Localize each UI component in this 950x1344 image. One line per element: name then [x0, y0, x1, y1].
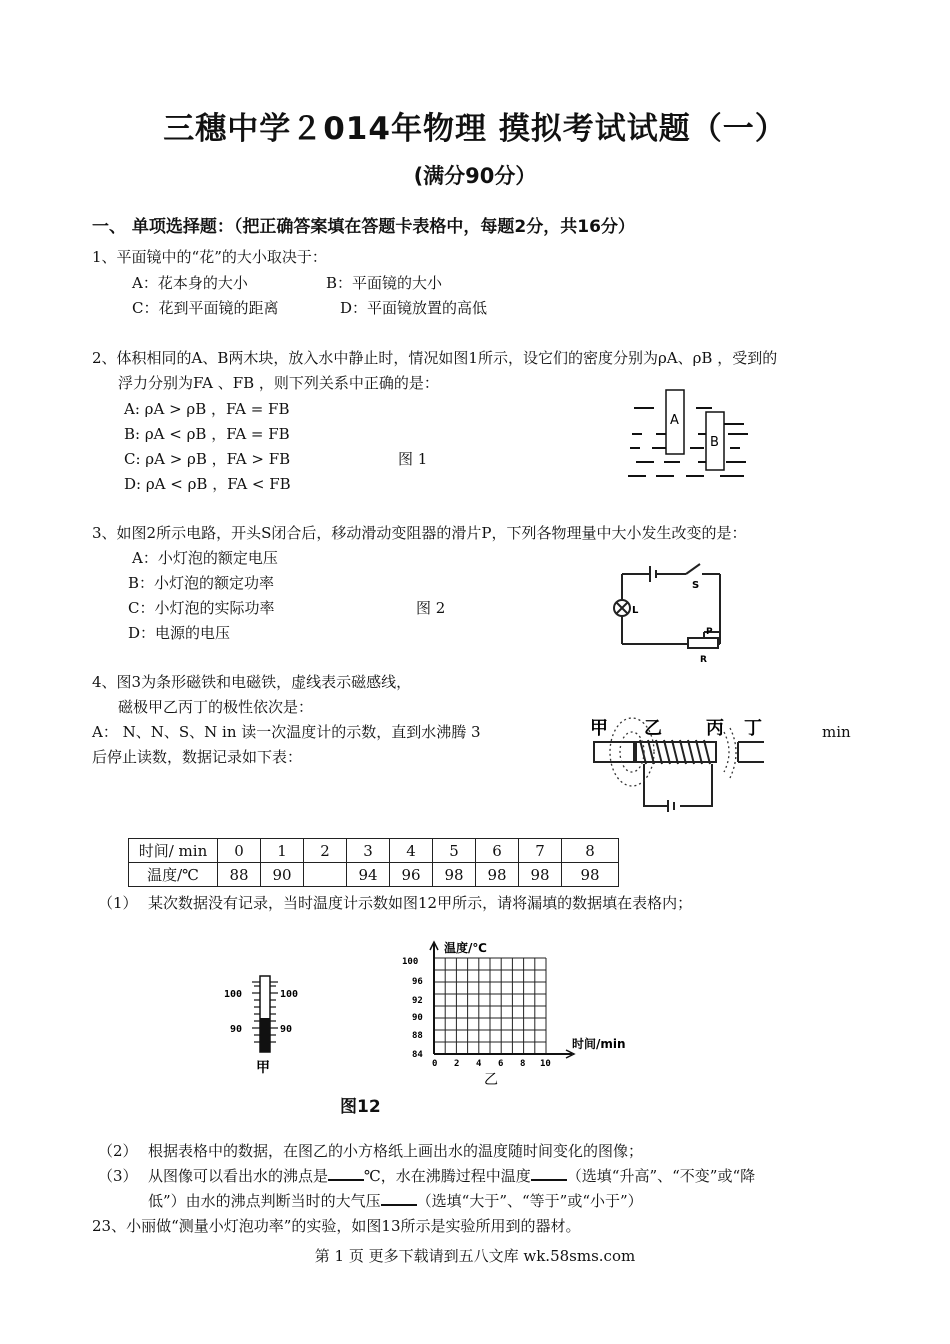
question-2-option-a: A: ρA > ρB ，FA = FB — [124, 400, 290, 418]
thermo-label-100-right: 100 — [280, 989, 299, 1000]
pole-ding: 丁 — [744, 718, 762, 739]
table-row-temp — [129, 863, 619, 887]
page-subtitle: (满分90分） — [413, 164, 537, 188]
question-3-option-a: A：小灯泡的额定电压 — [132, 549, 278, 567]
temp-cell: 98 — [476, 863, 519, 887]
answer-blank-temperature[interactable] — [531, 1165, 567, 1181]
y-tick-84: 84 — [412, 1050, 423, 1060]
question-1-stem: 1、平面镜中的“花”的大小取决于： — [92, 248, 327, 266]
answer-blank-pressure[interactable] — [381, 1190, 417, 1206]
time-cell: 7 — [519, 839, 562, 863]
block-a-label: A — [670, 413, 679, 428]
page-title: 三穗中学２014年物理 摸拟考试试题（一） — [163, 111, 787, 147]
x-tick-2: 2 — [454, 1059, 460, 1069]
thermometer-caption: 甲 — [256, 1060, 270, 1076]
switch-label: S — [692, 580, 700, 591]
thermo-label-100-left: 100 — [224, 989, 243, 1000]
answer-blank-boiling-point[interactable] — [328, 1165, 364, 1181]
x-tick-4: 4 — [476, 1059, 482, 1069]
table-header-temp: 温度/℃ — [129, 863, 218, 887]
question-2-option-c: C: ρA > ρB ，FA > FB — [124, 450, 291, 468]
figure-2-caption: 图 2 — [416, 599, 446, 617]
y-tick-100: 100 — [402, 957, 419, 967]
part-3-line1 — [148, 1165, 755, 1187]
part-3-text-1: 从图像可以看出水的沸点是 — [148, 1167, 329, 1185]
question-4-line3: A： N、N、S、N in 读一次温度计的示数，直到水沸腾 3 — [92, 723, 481, 741]
part-3-text-2: ℃，水在沸腾过程中温度 — [364, 1167, 531, 1185]
time-cell: 0 — [218, 839, 261, 863]
question-4-stem-line1: 4、图3为条形磁铁和电磁铁，虚线表示磁感线， — [92, 673, 412, 691]
question-3-option-c: C：小灯泡的实际功率 — [128, 599, 275, 617]
question-1-option-a: A：花本身的大小 — [132, 274, 248, 292]
temp-cell: 90 — [261, 863, 304, 887]
thermometer-mercury — [260, 1018, 270, 1052]
graph-x-title: 时间/min — [572, 1037, 626, 1051]
temp-cell: 94 — [347, 863, 390, 887]
temp-cell: 98 — [433, 863, 476, 887]
part-3-line2 — [148, 1190, 643, 1212]
part-2-number: （2） — [98, 1142, 138, 1160]
pole-jia: 甲 — [590, 718, 608, 739]
thermo-label-90-left: 90 — [230, 1024, 243, 1035]
table-header-time: 时间/ min — [129, 839, 218, 863]
question-4-line4: 后停止读数，数据记录如下表： — [92, 748, 303, 766]
part-3-text-5: （选填“大于”、“等于”或“小于”） — [416, 1192, 643, 1210]
figure-12-thermometer — [222, 970, 308, 1078]
figure-3-magnets — [588, 712, 778, 820]
lamp-label: L — [632, 605, 639, 616]
data-table — [128, 838, 619, 887]
question-1-option-d: D：平面镜放置的高低 — [340, 299, 488, 317]
section-heading: 一、 单项选择题：（把正确答案填在答题卡表格中，每题2分，共16分） — [92, 217, 635, 237]
bar-magnet — [594, 742, 634, 762]
figure-12-caption: 图12 — [340, 1097, 381, 1117]
question-3-stem: 3、如图2所示电路，开头S闭合后，移动滑动变阻器的滑片P，下列各物理量中大小发生改变的是： — [92, 524, 747, 542]
part-1-number: （1） — [98, 894, 138, 912]
part-2-text: 根据表格中的数据，在图乙的小方格纸上画出水的温度随时间变化的图像； — [148, 1142, 644, 1160]
pole-bing: 丙 — [706, 718, 724, 739]
page-footer: 第 1 页 更多下载请到五八文库 wk.58sms.com — [314, 1247, 636, 1265]
time-cell: 4 — [390, 839, 433, 863]
pole-yi: 乙 — [644, 718, 662, 739]
temp-cell: 88 — [218, 863, 261, 887]
graph-caption: 乙 — [484, 1072, 498, 1088]
question-23-text: 23、小丽做“测量小灯泡功率”的实验，如图13所示是实验所用到的器材。 — [92, 1217, 581, 1235]
question-1-option-c: C：花到平面镜的距离 — [132, 299, 279, 317]
time-cell: 2 — [304, 839, 347, 863]
table-row-time — [129, 839, 619, 863]
y-tick-88: 88 — [412, 1031, 423, 1041]
thermo-label-90-right: 90 — [280, 1024, 293, 1035]
y-tick-90: 90 — [412, 1013, 423, 1023]
graph-y-title: 温度/℃ — [444, 941, 487, 955]
time-cell: 5 — [433, 839, 476, 863]
part-1-text: 某次数据没有记录，当时温度计示数如图12甲所示，请将漏填的数据填在表格内； — [148, 894, 693, 912]
x-tick-8: 8 — [520, 1059, 526, 1069]
question-2-option-d: D: ρA < ρB ，FA < FB — [124, 475, 291, 493]
block-b-label: B — [710, 435, 719, 450]
question-2-stem-line1: 2、体积相同的A、B两木块，放入水中静止时，情况如图1所示，设它们的密度分别为ρA、ρB ，受到的 — [92, 349, 778, 367]
question-2-stem-line2: 浮力分别为FA 、FB ，则下列关系中正确的是： — [118, 374, 439, 392]
x-tick-10: 10 — [540, 1059, 551, 1069]
question-2-option-b: B: ρA < ρB ，FA = FB — [124, 425, 290, 443]
x-tick-6: 6 — [498, 1059, 504, 1069]
question-3-option-b: B：小灯泡的额定功率 — [128, 574, 275, 592]
figure-1-caption: 图 1 — [398, 450, 428, 468]
time-cell: 3 — [347, 839, 390, 863]
temp-cell: 96 — [390, 863, 433, 887]
figure-2-circuit — [600, 560, 740, 666]
temp-cell-blank[interactable] — [304, 863, 347, 887]
slider-label: P — [706, 627, 713, 637]
figure-1-blocks-in-water — [620, 384, 760, 488]
part-3-text-4: 低”）由水的沸点判断当时的大气压 — [148, 1192, 381, 1210]
question-1-option-b: B：平面镜的大小 — [326, 274, 443, 292]
question-4-stem-line2: 磁极甲乙丙丁的极性依次是： — [118, 698, 314, 716]
figure-12-grid-graph — [386, 936, 656, 1090]
time-cell: 1 — [261, 839, 304, 863]
part-3-number: （3） — [98, 1167, 138, 1185]
question-4-line3-end: min — [822, 723, 851, 741]
time-cell: 8 — [562, 839, 619, 863]
y-tick-96: 96 — [412, 977, 423, 987]
rheostat-label: R — [700, 655, 707, 665]
time-cell: 6 — [476, 839, 519, 863]
x-tick-0: 0 — [432, 1059, 438, 1069]
temp-cell: 98 — [519, 863, 562, 887]
question-3-option-d: D：电源的电压 — [128, 624, 231, 642]
part-3-text-3: （选填“升高”、“不变”或“降 — [566, 1167, 756, 1185]
temp-cell: 98 — [562, 863, 619, 887]
y-tick-92: 92 — [412, 996, 423, 1006]
